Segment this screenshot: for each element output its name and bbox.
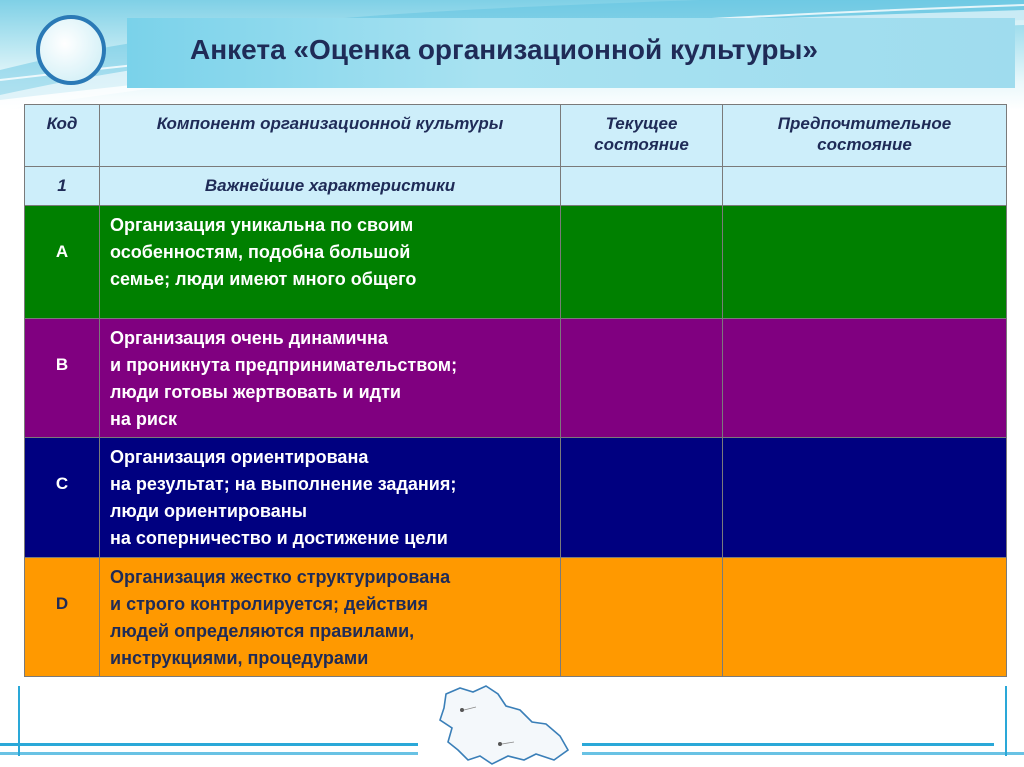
circle-ornament-icon	[36, 15, 106, 85]
page-title: Анкета «Оценка организационной культуры»	[190, 34, 818, 65]
description-line: на риск	[110, 409, 177, 429]
row-code: A	[25, 206, 100, 319]
section-current-cell[interactable]	[561, 167, 723, 206]
footer-divider-right-secondary	[582, 752, 1024, 755]
section-code: 1	[25, 167, 100, 206]
header-component: Компонент организационной культуры	[100, 105, 561, 167]
row-description	[100, 319, 561, 438]
description-line: на соперничество и достижение цели	[110, 528, 448, 548]
row-code: C	[25, 438, 100, 558]
description-line: люди готовы жертвовать и идти	[110, 382, 401, 402]
table-row	[25, 206, 1007, 319]
table-row	[25, 558, 1007, 677]
section-label: Важнейшие характеристики	[100, 167, 561, 206]
table-header-row	[25, 105, 1007, 167]
row-code: B	[25, 319, 100, 438]
footer-divider-left-secondary	[0, 752, 418, 755]
region-map-icon	[428, 680, 573, 767]
preferred-state-cell[interactable]	[723, 438, 1007, 558]
header-code: Код	[25, 105, 100, 167]
footer-divider-left	[0, 743, 418, 746]
row-description	[100, 558, 561, 677]
row-code: D	[25, 558, 100, 677]
row-description	[100, 438, 561, 558]
footer-vertical-right	[1005, 686, 1007, 756]
description-line: на результат; на выполнение задания;	[110, 474, 457, 494]
description-line: семье; люди имеют много общего	[110, 269, 417, 289]
current-state-cell[interactable]	[561, 319, 723, 438]
header-current: Текущее состояние	[561, 105, 723, 167]
survey-table	[24, 104, 1007, 677]
description-line: Организация уникальна по своим	[110, 215, 414, 235]
footer-vertical-left	[18, 686, 20, 756]
footer-divider-right	[582, 743, 994, 746]
table-row	[25, 319, 1007, 438]
current-state-cell[interactable]	[561, 206, 723, 319]
section-row	[25, 167, 1007, 206]
preferred-state-cell[interactable]	[723, 206, 1007, 319]
header-preferred: Предпочтительное состояние	[723, 105, 1007, 167]
row-description	[100, 206, 561, 319]
preferred-state-cell[interactable]	[723, 558, 1007, 677]
description-line: инструкциями, процедурами	[110, 648, 369, 668]
description-line: Организация жестко структурирована	[110, 567, 451, 587]
description-line: люди ориентированы	[110, 501, 307, 521]
description-line: и строго контролируется; действия	[110, 594, 428, 614]
table-row	[25, 438, 1007, 558]
description-line: Организация ориентирована	[110, 447, 369, 467]
description-line: людей определяются правилами,	[110, 621, 415, 641]
section-preferred-cell[interactable]	[723, 167, 1007, 206]
current-state-cell[interactable]	[561, 558, 723, 677]
current-state-cell[interactable]	[561, 438, 723, 558]
description-line: и проникнута предпринимательством;	[110, 355, 458, 375]
preferred-state-cell[interactable]	[723, 319, 1007, 438]
description-line: Организация очень динамична	[110, 328, 388, 348]
description-line: особенностям, подобна большой	[110, 242, 411, 262]
